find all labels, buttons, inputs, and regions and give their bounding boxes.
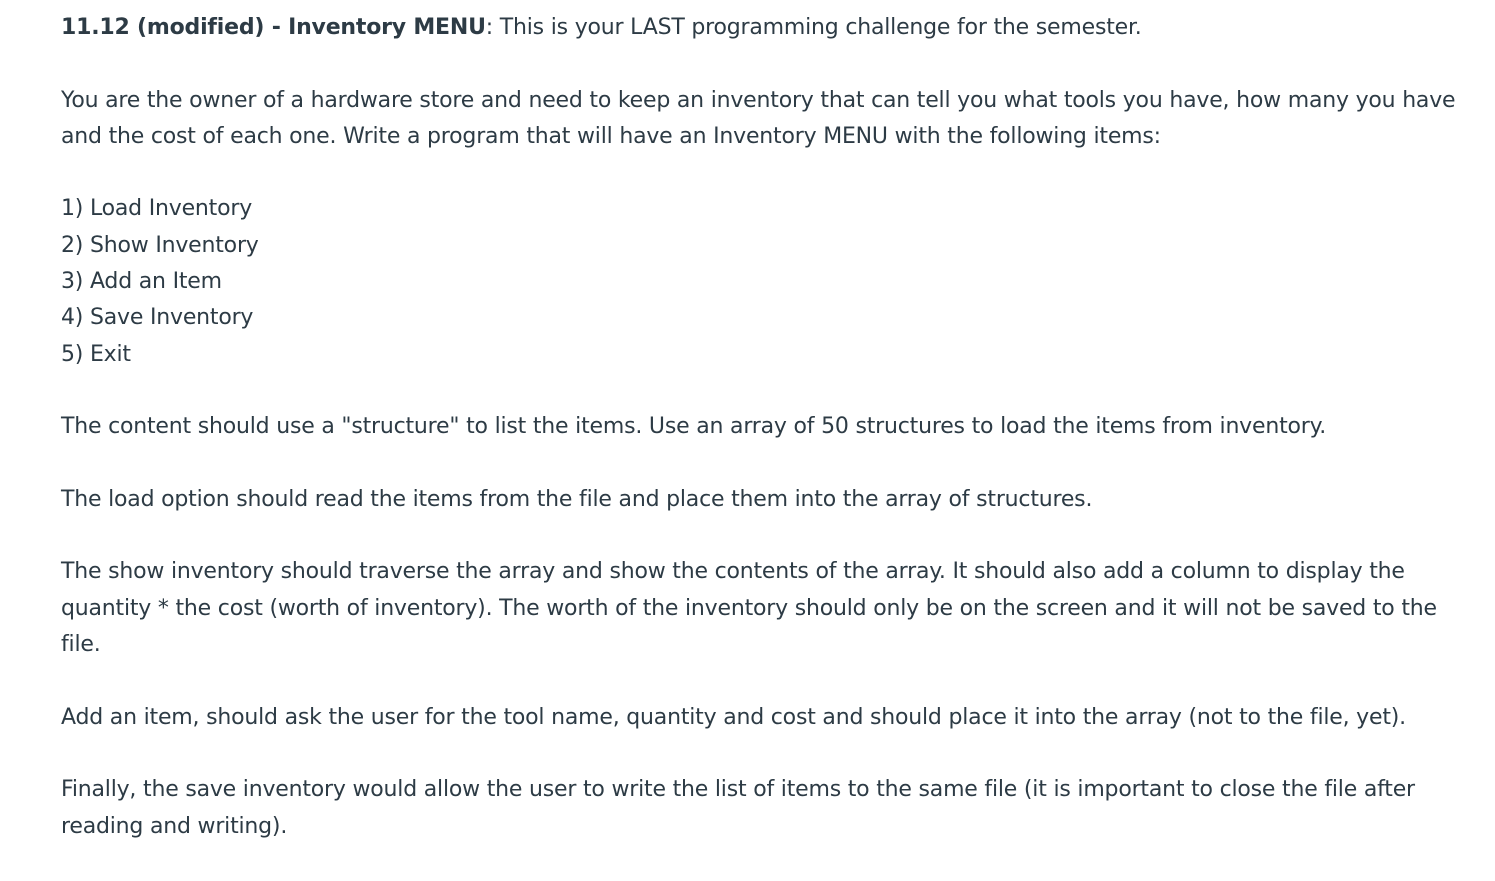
menu-item-load: 1) Load Inventory — [61, 196, 253, 222]
description-paragraph: You are the owner of a hardware store and need to keep an inventory that can tell you what tools you have, how many you have and the cost of each one. Write a program that will have an Inventory MENU with the following items: — [61, 87, 1456, 149]
title-separator: : — [485, 15, 500, 40]
assignment-content — [61, 10, 1461, 881]
menu-item-save: 4) Save Inventory — [61, 305, 254, 331]
menu-item-exit: 5) Exit — [61, 341, 131, 367]
menu-items-list — [61, 191, 1461, 372]
menu-item-add: 3) Add an Item — [61, 269, 222, 295]
add-paragraph: Add an item, should ask the user for the tool name, quantity and cost and should place it into the array (not to the file, yet). — [61, 704, 1406, 730]
structure-paragraph: The content should use a "structure" to list the items. Use an array of 50 structures to load the items from inventory. — [61, 414, 1327, 440]
intro-paragraph — [61, 10, 1461, 46]
menu-item-show: 2) Show Inventory — [61, 232, 259, 258]
load-paragraph: The load option should read the items from the file and place them into the array of structures. — [61, 486, 1093, 512]
save-paragraph: Finally, the save inventory would allow the user to write the list of items to the same file (it is important to close the file after reading and writing). — [61, 777, 1415, 839]
show-paragraph: The show inventory should traverse the array and show the contents of the array. It should also add a column to display the quantity * the cost (worth of inventory). The worth of the inventory should only be on the screen and it will not be saved to the file. — [61, 559, 1437, 658]
intro-text: This is your LAST programming challenge for the semester. — [499, 15, 1142, 40]
assignment-title: 11.12 (modified) - Inventory MENU — [61, 15, 486, 40]
